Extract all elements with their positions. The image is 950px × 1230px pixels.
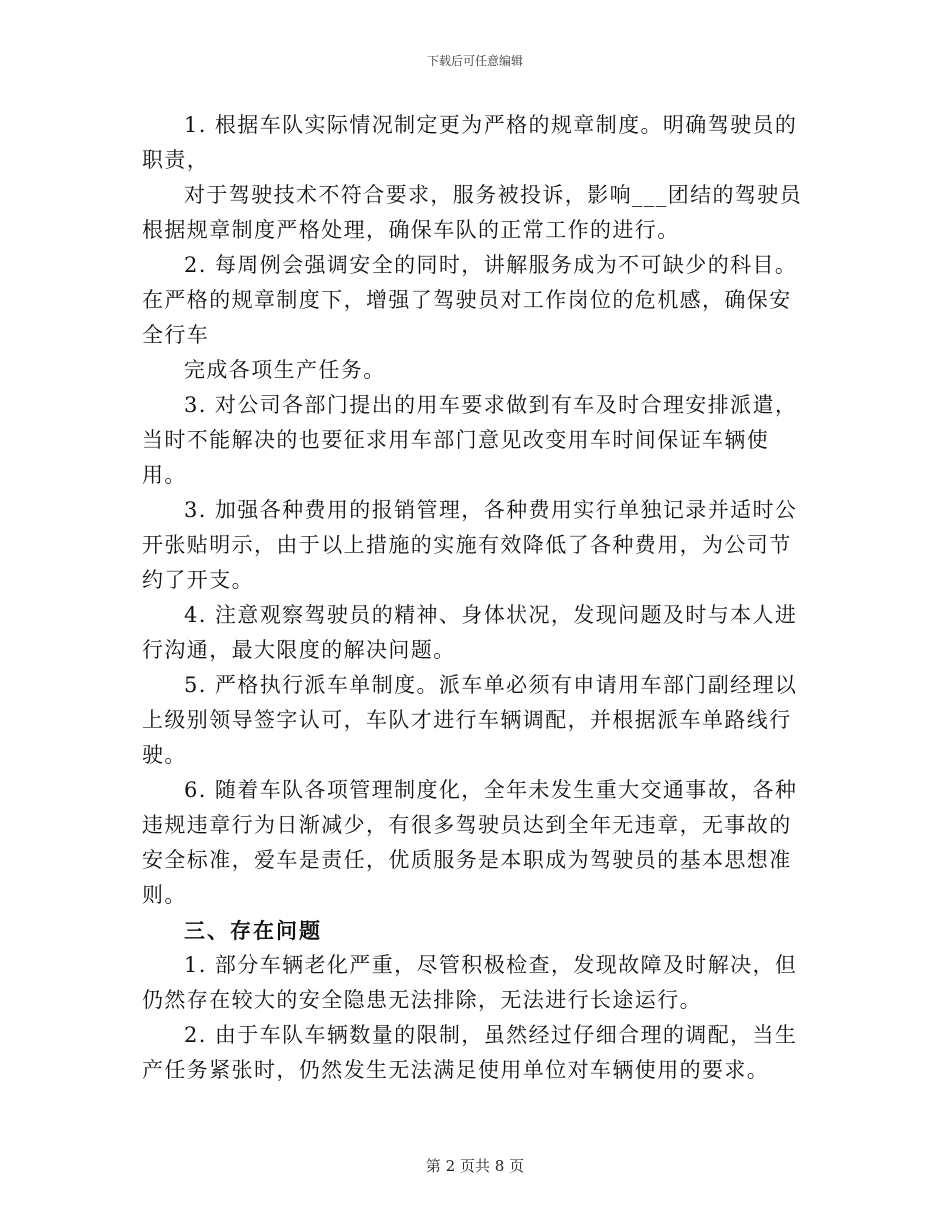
paragraph-9: 6. 随着车队各项管理制度化，全年未发生重大交通事故，各种违规违章行为日渐减少，有很多驾驶员达到全年无违章，无事故的安全标准，爱车是责任，优质服务是本职成为驾驶员的基本思想准则。 <box>142 778 798 907</box>
problem-1: 1. 部分车辆老化严重，尽管积极检查，发现故障及时解决，但仍然存在较大的安全隐患无法排除，无法进行长途运行。 <box>142 953 798 1012</box>
paragraph-3: 2. 每周例会强调安全的同时，讲解服务成为不可缺少的科目。在严格的规章制度下，增强了驾驶员对工作岗位的危机感，确保安全行车 <box>142 253 798 347</box>
document-body <box>142 108 808 1088</box>
page-header: 下载后可任意编辑 <box>426 54 523 68</box>
section-heading: 三、存在问题 <box>184 918 322 943</box>
paragraph-5: 3. 对公司各部门提出的用车要求做到有车及时合理安排派遣，当时不能解决的也要征求用车部门意见改变用车时间保证车辆使用。 <box>142 393 798 487</box>
paragraph-8: 5. 严格执行派车单制度。派车单必须有申请用车部门副经理以上级别领导签字认可，车队才进行车辆调配，并根据派车单路线行驶。 <box>142 673 798 767</box>
page-footer: 第 2 页共 8 页 <box>425 1157 525 1175</box>
problem-2: 2. 由于车队车辆数量的限制，虽然经过仔细合理的调配，当生产任务紧张时，仍然发生无法满足使用单位对车辆使用的要求。 <box>142 1023 798 1082</box>
paragraph-1: 1. 根据车队实际情况制定更为严格的规章制度。明确驾驶员的职责， <box>142 113 798 172</box>
paragraph-4: 完成各项生产任务。 <box>184 358 386 382</box>
paragraph-2: 对于驾驶技术不符合要求，服务被投诉，影响___团结的驾驶员根据规章制度严格处理，确保车队的正常工作的进行。 <box>142 183 803 242</box>
paragraph-6: 3. 加强各种费用的报销管理，各种费用实行单独记录并适时公开张贴明示，由于以上措施的实施有效降低了各种费用，为公司节约了开支。 <box>142 498 798 592</box>
paragraph-7: 4. 注意观察驾驶员的精神、身体状况，发现问题及时与本人进行沟通，最大限度的解决问题。 <box>142 603 798 662</box>
